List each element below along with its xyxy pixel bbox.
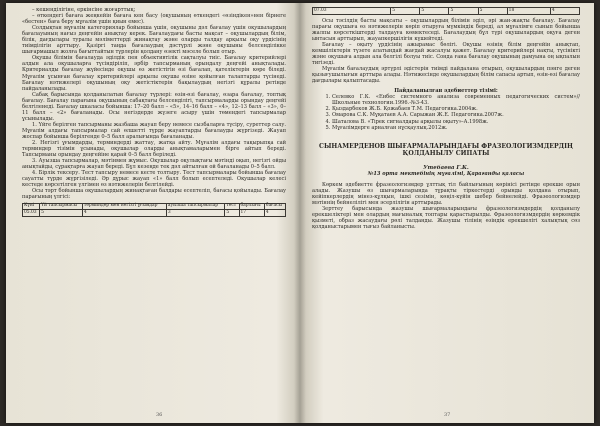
left-page-body — [22, 7, 286, 217]
reference-item: 2. Қыздарбеков Ж.Б. Қожабаев Т.М. Педагогика.2004ж. — [332, 106, 580, 112]
paragraph: 1. Үйге берілген тапсырманы жазбаша жауап беру немесе сызбаларға түсіру, суреттер салу. Мұғалім алдағы тапсырмалар сай өлшетті түрде жауаптарды бағалауды жүргізеді. Жауап жоспар бойынша берілгенде 0–5 балл аралығында бағаланады. — [22, 121, 286, 140]
table-header: тест — [225, 203, 239, 210]
table-header: ауызша тапсырмалар — [166, 203, 224, 210]
references-list — [312, 94, 580, 130]
reference-item: 5. Мұғалімдерге арналған нұсқаулық.2012ж. — [332, 125, 580, 131]
table-cell: 17 — [239, 210, 264, 217]
list-item: – өткендегі бағаға жеңкейін бағаға кен басу (оқушының өткендегі «өзіндікен»нен бірнеге «бестен» баға беру мұғалім үшін қиын емес). — [22, 13, 286, 26]
table-cell: 18 — [507, 8, 550, 15]
article-author: Утебаева Г.К. — [423, 164, 469, 171]
table-cell: 5 — [420, 8, 449, 15]
reference-item: 3. Омарова С.К. Мұқатаев А.А. Сарыжан Ж.Е. Педагогика.2007ж. — [332, 112, 580, 118]
table-cell: 4 — [264, 210, 285, 217]
paragraph: Солдықтан мұғалім категориялар бойынша үшін, оқушыны дәл бағалау үшін оқушылардың бағалауының нағыз деңгейін анықтау керек. Бағалаудағы басты мақсат – оқушылардың білім, білік, дағдылары туралы мәліметтерді жинақтау және оларды талдау арқылы оқу үрдісінің тиімділігін арттыру. Қазіргі таңда бағалаудың дәстүрлі және оқушыны белсенділікке шығармашыл жолға бағыттайтын түрлерін қолдану өзекті мәселе болып отыр. — [22, 25, 286, 56]
paragraph: Оқушы білімін бағалауда әділдік пен объективтілік сақталуы тиіс. Бағалау критерийлері алдын ала оқушыларға түсіндіріліп, әрбір тапсырманың орындалу деңгейі анықталады. Критериалды бағалау жүйесінде оқушы өз жетістігін өзі бағалап, қателіктерін көре біледі. Мұғалім ұсынған бағалау критерийлері арқылы оқушы өзіне қойылған талаптарды түсінеді. Бағалау нәтижелері оқушының оқу жетістіктерін бақылаудың негізгі құралы ретінде пайдаланылады. — [22, 55, 286, 92]
paragraph: Осы тәсілдің басты мақсаты – оқушылардың білімін әділ, әрі жан-жақты бағалау. Бағалау парағы оқушыға өз нәтижелерін көріп отыруға мүмкіндік береді, ал мұғалімге сынып бойынша жалпы көрсеткіштерді талдауға көмектеседі. Бағалаудың бұл түрі оқушылардың оқуға деген ынтасын арттырып, жауапкершілігін күшейтеді. — [312, 17, 580, 42]
table-cell: 05.03 — [23, 210, 40, 217]
table-header: терминдер мен негізгі ұғымдар — [82, 203, 166, 210]
page-number: 36 — [156, 412, 163, 418]
paragraph: Зерттеу барысында жазушы шығармаларындағы фразеологизмдердің қолданылу ерекшеліктері мен олардың мағыналық топтары қарастырылды. Фразеологизмдердің көркемдік қызметі, образ жасаудағы рөлі талданды. Жазушы тілінің өзіндік ерекшелігі халықтық сөз қолданыстарымен тығыз байланысты. — [312, 206, 580, 231]
grading-table — [22, 203, 286, 218]
paragraph: 2. Негізгі ұғымдарды, терминдерді жаттау, жатқа айту. Мұғалім алдағы тақырыпқа сай терминдер тізімін ұсынады, оқушылар оларды анықтамаларымен бірге айтып береді. Тапсырманы орындау деңгейіне қарай 0–5 балл беріледі. — [22, 140, 286, 159]
paragraph: 4. Бірлік тексеру. Тест тапсыру немесе кесте толтыру. Тест тапсырмалары бойынша бағалау сауатты түрде жүргізіледі. Әр дұрыс жауап «1» балл болып есептеледі. Оқушылар келесі кестеде көрсетілген үлгімен өз нәтижелерін белгілейді. — [22, 170, 286, 189]
article-title: СЫНАМЕРДЕНОВ ШЫҒАРМАЛАРЫНДАҒЫ ФРАЗЕОЛОГИЗМДЕРДІҢ ҚОЛДАНЫЛУ СИПАТЫ — [319, 142, 573, 157]
article-affiliation: №13 орта мектебінің мұғалімі, Қарағанды қаласы — [367, 171, 525, 177]
left-page — [6, 3, 296, 423]
table-cell: 5 — [225, 210, 239, 217]
page-number: 37 — [444, 412, 451, 418]
table-header: бағасы — [264, 203, 285, 210]
table-cell: 4 — [550, 8, 579, 15]
table-cell: 5 — [40, 210, 83, 217]
reference-item: 4. Шаталова В. «Тірек сигналдары арқылы оқыту»-А.1998ж. — [332, 119, 580, 125]
grading-table-continued — [312, 7, 580, 15]
table-cell: 5 — [449, 8, 478, 15]
paragraph: Мұғалім бағалаудың әртүрлі әдістерін тиімді пайдалана отырып, оқушылардың пәнге деген қызығушылығын арттыра алады. Нәтижесінде оқушылардың білім сапасы артып, өзін-өзі бағалау дағдылары қалыптасады. — [312, 66, 580, 85]
paragraph: Сабақ барысында қолданылатын бағалау түрлері: өзін-өзі бағалау, өзара бағалау, топтық бағалау. Бағалау парағына оқушының сабақтағы белсенділігі, тапсырмаларды орындау деңгейі белгіленеді. Бағалау шкаласы бойынша: 17–20 балл – «5», 14–16 балл – «4», 12–13 балл – «3», 0–11 балл – «2» бағаланады. Осы негіздерде жүзеге асыру үшін төмендегі тапсырмалар ұсынылады. — [22, 91, 286, 122]
table-header: барлығы — [239, 203, 264, 210]
table-row — [313, 8, 580, 15]
list-item: – кешенділігіне, еркінсіне жоғарттық; — [32, 7, 136, 13]
reference-item: 1. Селевко Г.К. «Енбес системного анализа современных педагогических систем»//Школьные технологии.1996.-№3-43. — [332, 94, 580, 106]
table-row — [23, 210, 286, 217]
paragraph: Осы тәрт бойынша оқушылардың жинақтаған балдары есептеліп, бағасы қойылады. Бағалау парағының үлгісі: — [22, 188, 286, 201]
table-header: Күні — [23, 203, 40, 210]
table-cell: 5 — [478, 8, 507, 15]
paragraph: 3. Ауызша тапсырмалар, мәтінмен жұмыс. Оқушылар оқулықтағы мәтінді оқып, негізгі ойды анықтайды, сұрақтарға жауап береді. Бұл кезеңде тек дәл айтылған ой бағаланады 0–5 балл. — [22, 158, 286, 171]
right-page — [304, 3, 594, 423]
table-cell: 07.03 — [313, 8, 391, 15]
paragraph: Бағалау – оқыту үрдісінің ажырамас бөлігі. Оқушы өзінің білім деңгейін анықтап, кемшіліктерін түзете алатындай жағдай жасалуы қажет. Бағалау критерийлері нақты, түсінікті және оқушыға алдын ала белгілі болуы тиіс. Сонда ғана бағалау оқушының дамуына оң ықпалын тигізеді. — [312, 41, 580, 67]
table-header: Үй тапсырмасы — [40, 203, 83, 210]
references-title: Пайдаланылған әдебиеттер тізімі: — [394, 88, 498, 95]
table-cell: 5 — [391, 8, 420, 15]
table-header-row — [23, 203, 286, 210]
right-page-body — [312, 7, 580, 230]
table-cell: 4 — [82, 210, 166, 217]
paragraph: Көркем әдебиетте фразеологизмдер ұлттық тіл байлығының көрінісі ретінде ерекше орын алады. Жазушы өз шығармаларында тұрақты тіркестерді орынды қолдана отырып, кейіпкерлердің мінез-құлқын, ішкі сезімін, көңіл-күйін шебер бейнелейді. Фразеологизмдер мәтіннің бейнелілігі мен әсерлілігін арттырады. — [312, 182, 580, 207]
table-cell: 3 — [166, 210, 224, 217]
book-spread — [6, 3, 594, 423]
